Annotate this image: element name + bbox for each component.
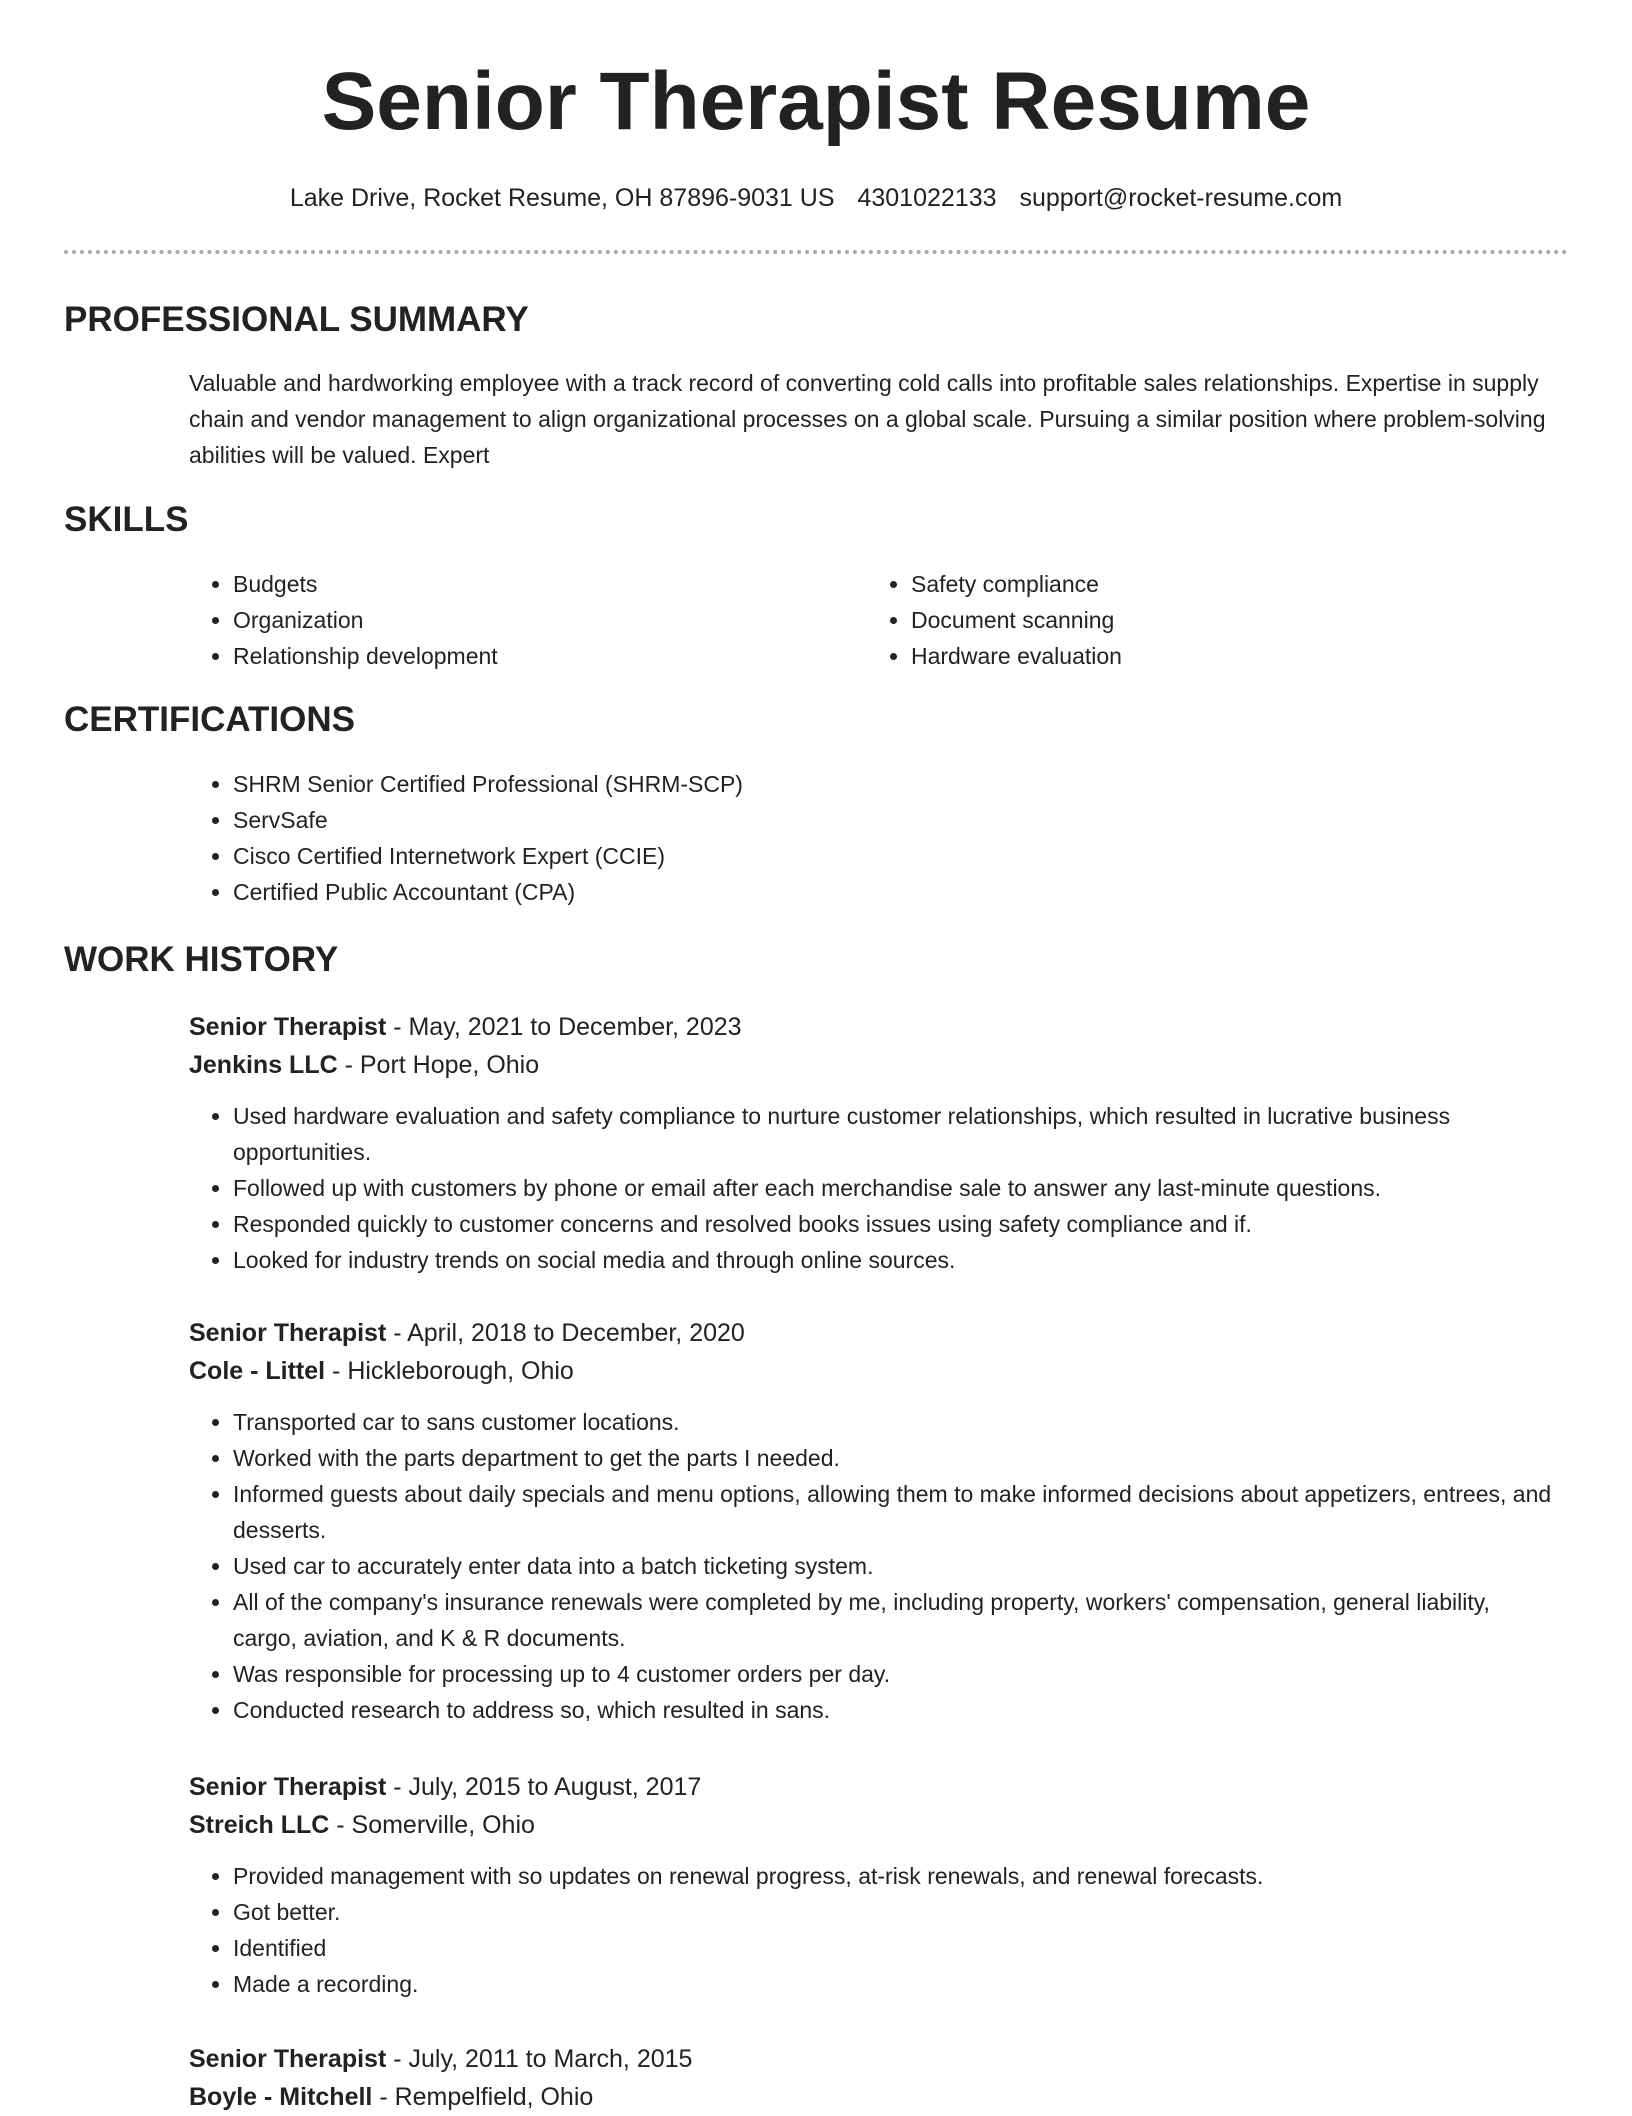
job-bullet: • Made a recording.: [233, 1966, 1559, 2002]
contact-email: support@rocket-resume.com: [1019, 184, 1343, 212]
job-bullet: • Used car to accurately enter data into a batch ticketing system.: [233, 1548, 1559, 1584]
skill-item: • Hardware evaluation: [911, 638, 1545, 674]
job-bullet: • Responded quickly to customer concerns and resolved books issues using safety compliance and if.: [233, 1206, 1559, 1242]
job-dates: - July, 2011 to March, 2015: [386, 2045, 693, 2073]
summary-heading: PROFESSIONAL SUMMARY: [64, 300, 529, 339]
job-bullet: • Provided management with so updates on renewal progress, at-risk renewals, and renewal forecasts.: [233, 1858, 1559, 1894]
job-location: - Port Hope, Ohio: [337, 1051, 540, 1079]
job-bullets: [189, 1404, 1559, 1728]
job-title: Senior Therapist: [189, 1319, 387, 1347]
job-bullet: • Worked with the parts department to get the parts I needed.: [233, 1440, 1559, 1476]
job-dates: - April, 2018 to December, 2020: [386, 1319, 745, 1347]
job-title: Senior Therapist: [189, 2045, 387, 2073]
job-company-line: [189, 1806, 1559, 1844]
skill-item: • Relationship development: [233, 638, 867, 674]
job-title-line: [189, 1768, 1559, 1806]
certifications-heading: CERTIFICATIONS: [64, 700, 356, 739]
contact-phone: 4301022133: [857, 184, 997, 212]
job-title-line: [189, 2040, 1559, 2078]
job-location: - Rempelfield, Ohio: [372, 2083, 594, 2111]
skill-item: • Organization: [233, 602, 867, 638]
job-location: - Hickleborough, Ohio: [325, 1357, 574, 1385]
job-bullet: • Used hardware evaluation and safety compliance to nurture customer relationships, which resulted in lucrative business opportunities.: [233, 1098, 1559, 1170]
job-dates: - May, 2021 to December, 2023: [386, 1013, 742, 1041]
skill-item: • Safety compliance: [911, 566, 1545, 602]
job-company: Jenkins LLC: [189, 1051, 338, 1079]
job-entry: [189, 1768, 1559, 2002]
job-bullet: • Got better.: [233, 1894, 1559, 1930]
header-divider: [64, 250, 1568, 254]
contact-line: [0, 180, 1632, 216]
job-company-line: [189, 2078, 1559, 2116]
job-bullet: • Was responsible for processing up to 4 customer orders per day.: [233, 1656, 1559, 1692]
job-location: - Somerville, Ohio: [329, 1811, 535, 1839]
job-bullet: • Identified: [233, 1930, 1559, 1966]
job-title: Senior Therapist: [189, 1013, 387, 1041]
skill-item: • Document scanning: [911, 602, 1545, 638]
skill-item: • Budgets: [233, 566, 867, 602]
certification-item: • ServSafe: [233, 802, 1559, 838]
job-title-line: [189, 1008, 1559, 1046]
summary-text: Valuable and hardworking employee with a track record of converting cold calls into profitable sales relationships. Expertise in supply chain and vendor management to align organizational processes on a global scale. Pursuing a similar position where problem-solving abilities will be valued. Expert: [189, 370, 1546, 468]
job-company-line: [189, 1046, 1559, 1084]
job-bullet: • Informed guests about daily specials and menu options, allowing them to make informed decisions about appetizers, entrees, and desserts.: [233, 1476, 1559, 1548]
skills-section: [189, 566, 1559, 674]
job-bullets: [189, 1858, 1559, 2002]
certification-item: • Cisco Certified Internetwork Expert (CCIE): [233, 838, 1559, 874]
certification-item: • SHRM Senior Certified Professional (SHRM-SCP): [233, 766, 1559, 802]
contact-address: Lake Drive, Rocket Resume, OH 87896-9031 US: [289, 184, 835, 212]
job-company: Streich LLC: [189, 1811, 330, 1839]
skills-column-left: [189, 566, 867, 674]
job-company-line: [189, 1352, 1559, 1390]
skills-column-right: [867, 566, 1545, 674]
job-bullet: • Transported car to sans customer locations.: [233, 1404, 1559, 1440]
work-history-heading: WORK HISTORY: [64, 940, 339, 979]
job-entry: [189, 2040, 1559, 2116]
job-title: Senior Therapist: [189, 1773, 387, 1801]
job-entry: [189, 1008, 1559, 1278]
job-entry: [189, 1314, 1559, 1728]
certification-item: • Certified Public Accountant (CPA): [233, 874, 1559, 910]
job-bullet: • Looked for industry trends on social media and through online sources.: [233, 1242, 1559, 1278]
job-bullets: [189, 1098, 1559, 1278]
job-title-line: [189, 1314, 1559, 1352]
skills-heading: SKILLS: [64, 500, 189, 539]
certifications-section: [189, 766, 1559, 910]
resume-title: Senior Therapist Resume: [321, 56, 1311, 147]
job-bullet: • Followed up with customers by phone or email after each merchandise sale to answer any last-minute questions.: [233, 1170, 1559, 1206]
job-company: Boyle - Mitchell: [189, 2083, 373, 2111]
job-dates: - July, 2015 to August, 2017: [386, 1773, 702, 1801]
job-company: Cole - Littel: [189, 1357, 326, 1385]
job-bullet: • All of the company's insurance renewals were completed by me, including property, workers' compensation, general liability, cargo, aviation, and K & R documents.: [233, 1584, 1559, 1656]
summary-section: [189, 365, 1559, 473]
job-bullet: • Conducted research to address so, which resulted in sans.: [233, 1692, 1559, 1728]
